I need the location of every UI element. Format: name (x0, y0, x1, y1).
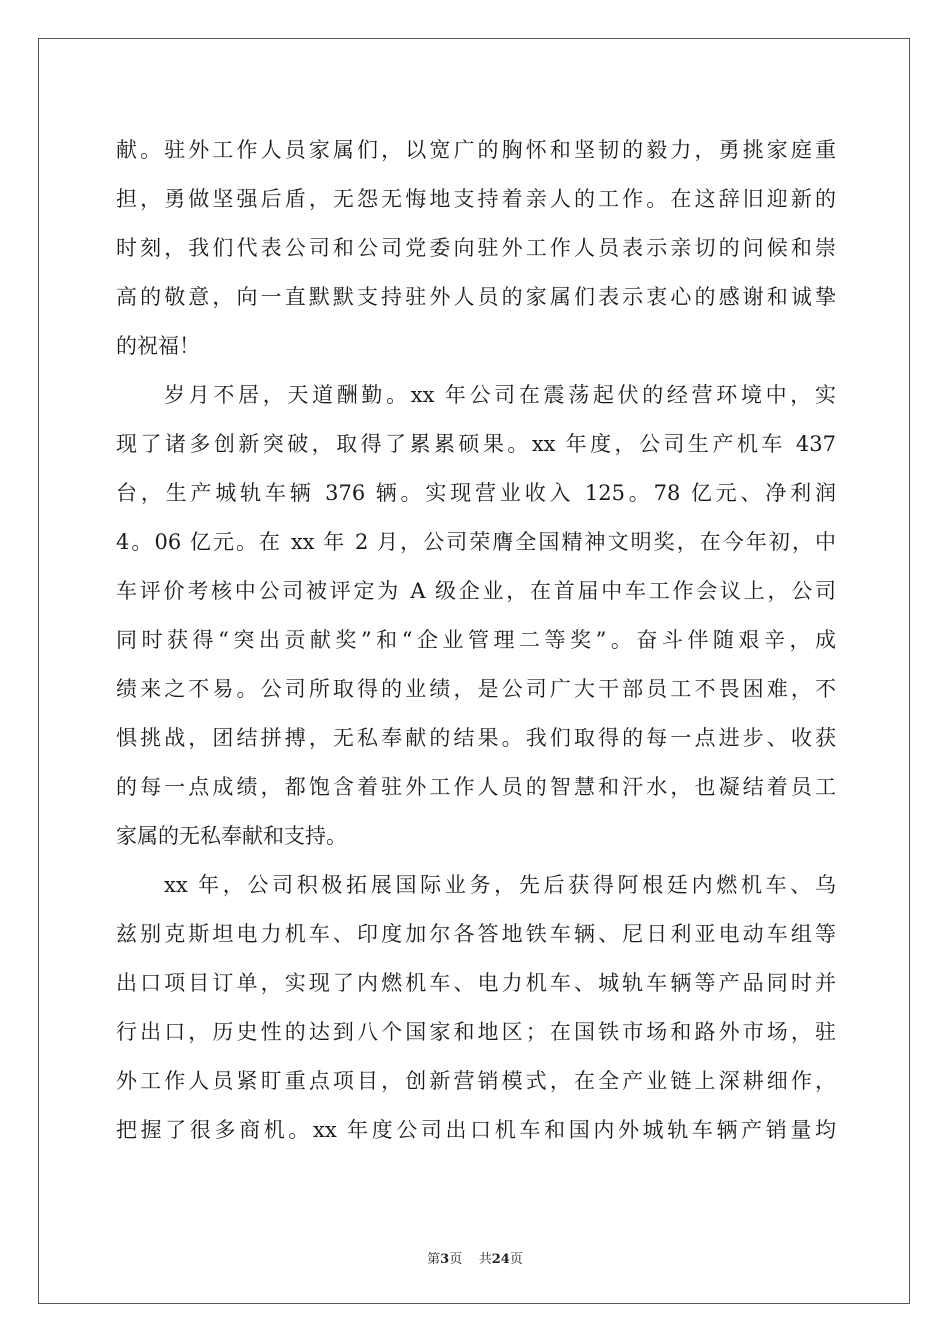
text-line: 把握了很多商机。xx 年度公司出口机车和国内外城轨车辆产销量均 (116, 1118, 836, 1142)
text-line: 台，生产城轨车辆 376 辆。实现营业收入 125。78 亿元、净利润 (116, 481, 836, 505)
text-line: 外工作人员紧盯重点项目，创新营销模式，在全产业链上深耕细作， (116, 1069, 836, 1093)
text-line: 车评价考核中公司被评定为 A 级企业，在首届中车工作会议上，公司 (116, 579, 836, 603)
text-line: 岁月不居，天道酬勤。xx 年公司在震荡起伏的经营环境中，实 (164, 383, 836, 407)
current-page-number: 3 (440, 1252, 450, 1267)
text-line: 现了诸多创新突破，取得了累累硕果。xx 年度，公司生产机车 437 (116, 432, 836, 456)
text-line: 担，勇做坚强后盾，无怨无悔地支持着亲人的工作。在这辞旧迎新的 (116, 187, 836, 211)
text-line: 惧挑战，团结拼搏，无私奉献的结果。我们取得的每一点进步、收获 (116, 726, 836, 750)
text-line: 献。驻外工作人员家属们，以宽广的胸怀和坚韧的毅力，勇挑家庭重 (116, 138, 836, 162)
text-line: 的祝福！ (116, 334, 200, 358)
footer-page-suffix: 页 (449, 1252, 463, 1267)
text-line: 行出口，历史性的达到八个国家和地区；在国铁市场和路外市场，驻 (116, 1020, 836, 1044)
text-line: 高的敬意，向一直默默支持驻外人员的家属们表示衷心的感谢和诚挚 (116, 285, 836, 309)
paragraph (116, 861, 836, 1155)
total-page-count: 24 (491, 1252, 510, 1267)
paragraph (116, 126, 836, 371)
footer-total-suffix: 页 (509, 1252, 523, 1267)
footer-prefix: 第 (427, 1252, 441, 1267)
text-line: 同时获得“突出贡献奖”和“企业管理二等奖”。奋斗伴随艰辛，成 (116, 628, 836, 652)
text-line: 4。06 亿元。在 xx 年 2 月，公司荣膺全国精神文明奖，在今年初，中 (116, 530, 836, 554)
page-footer (0, 1248, 950, 1267)
text-line: 绩来之不易。公司所取得的业绩，是公司广大干部员工不畏困难，不 (116, 677, 836, 701)
text-line: 时刻，我们代表公司和公司党委向驻外工作人员表示亲切的问候和崇 (116, 236, 836, 260)
paragraph (116, 371, 836, 861)
text-line: 兹别克斯坦电力机车、印度加尔各答地铁车辆、尼日利亚电动车组等 (116, 922, 836, 946)
document-body (116, 126, 836, 1155)
footer-total-prefix: 共 (478, 1252, 492, 1267)
text-line: 的每一点成绩，都饱含着驻外工作人员的智慧和汗水，也凝结着员工 (116, 775, 836, 799)
text-line: xx 年，公司积极拓展国际业务，先后获得阿根廷内燃机车、乌 (164, 873, 836, 897)
text-line: 家属的无私奉献和支持。 (116, 824, 347, 848)
text-line: 出口项目订单，实现了内燃机车、电力机车、城轨车辆等产品同时并 (116, 971, 836, 995)
